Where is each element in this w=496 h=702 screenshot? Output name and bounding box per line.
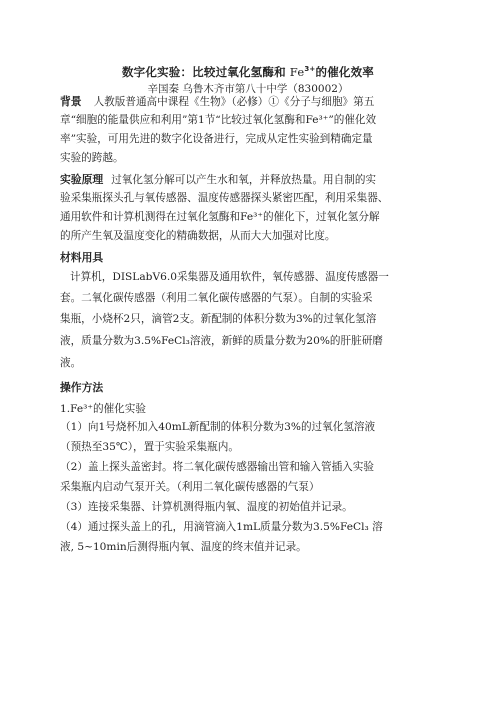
method-step-line-6: （4）通过探头盖上的孔，用滴管滴入1mL质量分数为3.5%FeCl₃ 溶 xyxy=(60,521,383,533)
background-text-1: 人教版普通高中课程《生物》（必修）①《分子与细胞》第五 xyxy=(93,96,375,108)
document-title xyxy=(0,64,496,80)
materials-line-2: 套。二氧化碳传感器（利用二氧化碳传感器的气泵）。自制的实验采 xyxy=(60,292,373,304)
author-line: 辛国秦 乌鲁木齐市第八十中学（830002） xyxy=(147,83,349,95)
title-fe-superscript: 3+ xyxy=(304,65,316,74)
background-label: 背景 xyxy=(60,95,82,108)
method-step-line-7: 液, 5~10min后测得瓶内氧、温度的终末值并记录。 xyxy=(60,541,307,553)
method-step-line-5: （3）连接采集器、计算机测得瓶内氧、温度的初始值并记录。 xyxy=(60,501,353,513)
principle-line-3: 通用软件和计算机测得在过氧化氢酶和Fe³⁺的催化下，过氧化氢分解 xyxy=(60,211,380,223)
principle-line-2: 验采集瓶探头孔与氧传感器、温度传感器探头紧密匹配，利用采集器、 xyxy=(60,192,389,204)
materials-heading: 材料用具 xyxy=(60,251,104,264)
principle-line-4: 的所产生氧及温度变化的精确数据，从而大大加强对比度。 xyxy=(60,230,336,242)
principle-text-1: 过氧化氢分解可以产生水和氧，并释放热量。用自制的实 xyxy=(111,174,377,186)
principle-label: 实验原理 xyxy=(60,173,104,186)
title-fe: Fe xyxy=(289,65,305,79)
title-tail: 的催化效率 xyxy=(315,65,374,79)
materials-line-5: 液。 xyxy=(60,357,82,369)
background-line-1 xyxy=(60,94,374,110)
method-subheading: 1.Fe³⁺的催化实验 xyxy=(60,403,146,415)
materials-line-3: 集瓶，小烧杯2只，滴管2支。新配制的体积分数为3%的过氧化氢溶 xyxy=(60,313,377,325)
background-line-2: 章“细胞的能量供应和利用”第1节“比较过氧化氢酶和Fe³⁺”的催化效 xyxy=(60,114,377,126)
background-line-3: 率”实验，可用先进的数字化设备进行，完成从定性实验到精确定量 xyxy=(60,133,373,145)
materials-line-1: 计算机，DISLabV6.0采集器及通用软件，氧传感器、温度传感器一 xyxy=(70,271,389,283)
principle-line-1 xyxy=(60,172,376,188)
materials-line-4: 液，质量分数为3.5%FeCl₃溶液，新鲜的质量分数为20%的肝脏研磨 xyxy=(60,335,383,347)
title-main: 数字化实验：比较过氧化氢酶和 xyxy=(121,65,286,79)
method-step-line-2: （预热至35℃），置于实验采集瓶内。 xyxy=(60,441,239,453)
method-step-line-1: （1）向1号烧杯加入40mL新配制的体积分数为3%的过氧化氢溶液 xyxy=(60,421,376,433)
background-line-4: 实验的跨越。 xyxy=(60,152,124,164)
method-step-line-3: （2）盖上探头盖密封。将二氧化碳传感器输出管和输入管插入实验 xyxy=(60,461,374,473)
method-heading: 操作方法 xyxy=(60,381,104,394)
method-step-line-4: 采集瓶内启动气泵开关。（利用二氧化碳传感器的气泵） xyxy=(60,481,320,493)
